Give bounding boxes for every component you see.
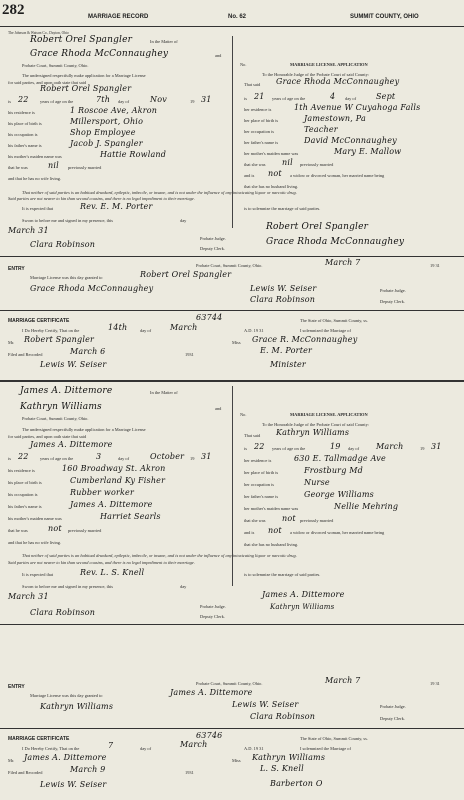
r2-bride-widow: not [268,526,282,535]
r1-groom-occupation: Shop Employee [70,128,136,137]
r1-groom-residence: 1 Roscoe Ave, Akron [70,106,158,115]
r2-cert-rule [0,728,464,729]
r1-clerk-sig: Clara Robinson [30,240,96,249]
r1-cert-day: 14th [108,323,128,332]
form-label: his residence is [8,468,35,473]
form-label: her residence is [244,458,272,463]
form-label: previously married [300,518,334,523]
r1-cert-month: March [170,323,198,332]
r1-entry-date: March 7 [325,258,361,267]
form-label: his father's name is [8,143,42,148]
r1-bride-prev: nil [282,158,293,167]
r2-entry-probate-judge: Probate Judge. [380,704,406,709]
r2-officiant: Rev. L. S. Knell [80,568,145,577]
record-title: MARRIAGE RECORD [88,14,149,20]
r1-groom-name: Robert Orel Spangler [40,84,132,93]
r2-entry-groom: James A. Dittemore [170,688,253,697]
r2-groom-year: 31 [201,452,212,461]
r2-cert-filed: Filed and Recorded [8,770,43,775]
page-number: 282 [2,2,25,18]
r2-cert-mr: Mr. [8,758,15,763]
form-label: his mother's maiden name was [8,154,62,159]
r2-nearer-kin: Said parties are not nearer to kin than second cousins, and there is no legal impediment to their marriage. [8,560,195,565]
form-label: previously married [300,162,334,167]
r1-cert-filed: Filed and Recorded [8,352,43,357]
r2-groom-father: James A. Dittemore [70,500,153,509]
form-label: his residence is [8,110,35,115]
r1-widow-text: a widow or divorced woman, her married name being [290,173,385,178]
r2-cert-number: 63746 [196,731,223,740]
r1-bride-residence: 1th Avenue W Cuyahoga Falls [294,103,421,112]
form-label: previously married [68,528,102,533]
r2-cert-title: Barberton O [270,779,323,788]
r1-cert-groom: Robert Spangler [24,335,95,344]
form-label: is [244,96,247,101]
r2-groom-birthplace: Cumberland Ky Fisher [70,476,166,485]
r1-no-husband: that she has no husband living. [244,184,299,189]
form-label: and is [244,173,255,178]
r1-neither: That neither of said parties is an habitual drunkard, epileptic, imbecile, or insane, and is not under the influence of any intoxicating liquor or narcotic drug. [22,190,297,195]
r2-license-no: No. [240,412,247,417]
r1-cert-miss: Miss [232,340,241,345]
r2-entry-rule [0,624,464,625]
form-label: and is [244,530,255,535]
r2-cert-month: March [180,740,208,749]
r2-groom-mother: Harriet Searls [100,512,161,521]
form-label: that she was [244,518,266,523]
form-label: her place of birth is [244,470,279,475]
r1-entry-deputy: Deputy Clerk. [380,299,405,304]
r1-groom-month: Nov [150,95,167,104]
r2-bride-name: Kathryn Williams [276,428,350,437]
r2-bride-residence: 630 E. Tallmadge Ave [294,454,386,463]
r1-entry-probate-judge: Probate Judge. [380,288,406,293]
r2-sworn: Sworn to before me and signed in my presence, this [22,584,113,589]
r1-cert-officiant: E. M. Porter [260,346,313,355]
r1-bride-mother: Mary E. Mallow [334,147,402,156]
form-label: his place of birth is [8,480,42,485]
r1-probate-judge: Probate Judge. [200,236,226,241]
form-label: her occupation is [244,129,274,134]
r1-groom-year: 31 [201,95,212,104]
form-label: her residence is [244,107,272,112]
r2-bride-father: George Williams [304,490,374,499]
form-label: his father's name is [8,504,42,509]
record-separator [0,380,464,382]
r1-sig-bride: Grace Rhoda McConnaughey [266,237,405,247]
r2-deputy-clerk: Deputy Clerk. [200,614,225,619]
r2-cert-filed-month: March 9 [70,765,106,774]
r1-officiant: Rev. E. M. Porter [80,202,153,211]
r1-no-wife: and that he has no wife living. [8,176,62,181]
r1-bride-month: Sept [376,92,396,101]
form-label: his place of birth is [8,121,42,126]
r2-cert-miss: Miss [232,758,241,763]
r2-groom-month: October [150,452,185,461]
r2-and: and [215,406,222,411]
r1-bride-name: Grace Rhoda McConnaughey [276,77,400,86]
r1-groom-mother: Hattie Rowland [100,150,167,159]
r1-cert-number: 63744 [196,313,223,322]
r2-solemnize: is to solemnize the marriage of said parties. [244,572,321,577]
r2-in-matter: In the Matter of [150,390,178,395]
form-label: that he was [8,528,28,533]
r1-cert-filed-year: 1931 [185,352,194,357]
r1-entry-label: ENTRY [8,266,25,272]
form-label: his mother's maiden name was [8,516,62,521]
form-label: is [8,99,11,104]
r1-undersigned: The undersigned respectfully make application for a Marriage License [22,73,146,78]
r1-upon-oath: for said parties, and upon oath state that said [8,80,87,85]
r2-bride-prev: not [282,514,296,523]
r1-cert-year: A.D. 19 31 [244,328,264,333]
r2-bride-bday: 19 [330,442,341,451]
r1-bride-age: 21 [254,92,265,101]
form-label: years of age on the [40,99,74,104]
r1-license-no: No. [240,62,247,67]
r2-sig-groom: James A. Dittemore [262,590,345,599]
r1-entry-groom: Robert Orel Spangler [140,270,232,279]
r2-entry-court: Probate Court, Summit County, Ohio. [196,681,263,686]
r1-cert-solemnized: I solemnized the Marriage of [300,328,351,333]
form-label: years of age on the [272,96,306,101]
form-label: her father's name is [244,140,279,145]
r2-cert-groom: James A. Dittemore [24,753,107,762]
form-label: her place of birth is [244,118,279,123]
r2-day: day [180,584,187,589]
r2-groom-occupation: Rubber worker [70,488,135,497]
r2-groom-residence: 160 Broadway St. Akron [62,464,166,473]
header-rule [0,26,464,27]
r2-license-heading: MARRIAGE LICENSE. APPLICATION [290,412,368,417]
r1-sworn-date: March 31 [8,226,49,235]
form-label: day of [118,456,130,461]
r1-sig-groom: Robert Orel Spangler [266,222,369,232]
r2-entry-text: Marriage License was this day granted to [30,693,103,698]
form-label: 19 [420,446,425,451]
r1-bride-bday: 4 [330,92,336,101]
r2-sig-bride: Kathryn Williams [270,603,335,611]
r2-entry-clerk: Clara Robinson [250,712,316,721]
form-label: that she was [244,162,266,167]
r1-solemnize: is to solemnize the marriage of said parties. [244,206,321,211]
r1-entry-bride: Grace Rhoda McConnaughey [30,284,154,293]
form-label: his occupation is [8,492,38,497]
r1-that-said: That said [244,82,261,87]
r2-no-husband: that she has no husband living. [244,542,299,547]
r2-upon-oath: for said parties, and upon oath state that said [8,434,87,439]
r2-entry-bride: Kathryn Williams [40,702,114,711]
r2-groom-bday: 3 [96,452,102,461]
r2-entry-judge: Lewis W. Seiser [232,700,299,709]
form-label: his occupation is [8,132,38,137]
r1-bride-father: David McConnaughey [304,136,397,145]
form-label: 19 [190,456,195,461]
r1-cert-mr: Mr. [8,340,15,345]
r2-sworn-date: March 31 [8,592,49,601]
r2-cert-certify: I Do Hereby Certify, That on the [22,746,80,751]
r1-in-matter: In the Matter of [150,39,178,44]
r2-groom-age: 22 [18,452,29,461]
r1-entry-text: Marriage License was this day granted to [30,275,103,280]
r2-cert-judge: Lewis W. Seiser [40,780,107,789]
r1-cert-state: The State of Ohio, Summit County, ss. [300,318,368,323]
r1-app-court: Probate Court, Summit County, Ohio. [22,63,89,68]
form-label: day of [140,746,152,751]
r2-to-judge: To the Honorable Judge of the Probate Court of said County: [262,422,369,427]
form-label: day of [345,96,357,101]
r2-groom-name: James A. Dittemore [30,440,113,449]
r2-entry-label: ENTRY [8,684,25,690]
r2-cert-day: 7 [108,741,114,750]
r1-cert-label: MARRIAGE CERTIFICATE [8,318,70,324]
r2-cert-year: A.D. 19 31 [244,746,264,751]
r1-nearer-kin: Said parties are not nearer to kin than second cousins, and there is no legal impediment to their marriage. [8,196,195,201]
form-label: day of [348,446,360,451]
form-label: day of [140,328,152,333]
r2-bride-birthplace: Frostburg Md [304,466,363,475]
r2-entry-year: 19 31 [430,681,440,686]
r2-clerk-sig: Clara Robinson [30,608,96,617]
county-title: SUMMIT COUNTY, OHIO [350,14,419,20]
r1-app-bride: Grace Rhoda McConnaughey [30,49,169,59]
r2-entry-date: March 7 [325,676,361,685]
r1-app-groom: Robert Orel Spangler [30,35,133,45]
r1-cert-certify: I Do Hereby Certify, That on the [22,328,80,333]
r1-entry-rule [0,256,464,257]
record-no: No. 62 [228,14,247,20]
r1-groom-age: 22 [18,95,29,104]
r2-app-court: Probate Court, Summit County, Ohio. [22,416,89,421]
r2-neither: That neither of said parties is an habitual drunkard, epileptic, imbecile, or insane, and is not under the influence of any intoxicating liquor or narcotic drug. [22,553,297,558]
form-label: that he was [8,165,28,170]
printer-credit: The Johnson & Watson Co., Dayton, Ohio [8,31,69,35]
r1-groom-birthplace: Millersport, Ohio [70,117,144,126]
r2-cert-solemnized: I solemnized the Marriage of [300,746,351,751]
r1-day: day [180,218,187,223]
r2-bride-month: March [376,442,404,451]
r1-cert-bride: Grace R. McConnaughey [252,335,358,344]
r1-bride-birthplace: Jamestown, Pa [304,114,366,123]
form-label: day of [118,99,130,104]
form-label: 19 [190,99,195,104]
r2-cert-bride: Kathryn Williams [252,753,326,762]
r2-cert-label: MARRIAGE CERTIFICATE [8,736,70,742]
form-label: previously married [68,165,102,170]
r1-cert-rule [0,310,464,311]
r1-entry-judge: Lewis W. Seiser [250,284,317,293]
r2-groom-prev: not [48,524,62,533]
r1-bride-occupation: Teacher [304,125,338,134]
r2-probate-judge: Probate Judge. [200,604,226,609]
form-label: her mother's maiden name was [244,151,299,156]
r2-expected: It is expected that [22,572,54,577]
form-label: her father's name is [244,494,279,499]
r2-bride-mother: Nellie Mehring [334,502,399,511]
r2-entry-deputy: Deputy Clerk. [380,716,405,721]
form-label: her mother's maiden name was [244,506,299,511]
form-label: years of age on the [40,456,74,461]
r2-bride-age: 22 [254,442,265,451]
form-label: is [244,446,247,451]
r2-widow-text: a widow or divorced woman, her married name being [290,530,385,535]
r1-cert-judge: Lewis W. Seiser [40,360,107,369]
r1-groom-bday: 7th [96,95,111,104]
form-label: her occupation is [244,482,274,487]
r2-bride-occupation: Nurse [304,478,330,487]
r1-to-judge: To the Honorable Judge of the Probate Court of said County: [262,72,369,77]
r2-cert-officiant: L. S. Knell [260,764,304,773]
r2-no-wife: and that he has no wife living. [8,540,62,545]
r1-groom-prev: nil [48,161,59,170]
r1-sworn: Sworn to before me and signed in my presence, this [22,218,113,223]
form-label: is [8,456,11,461]
r1-cert-filed-month: March 6 [70,347,106,356]
r1-entry-clerk: Clara Robinson [250,295,316,304]
r1-and: and [215,53,222,58]
r1-entry-court: Probate Court, Summit County, Ohio. [196,263,263,268]
form-label: years of age on the [272,446,306,451]
r1-entry-year: 19 31 [430,263,440,268]
center-divider-1 [232,36,233,228]
r2-that-said: That said [244,433,261,438]
r2-app-groom: James A. Dittemore [20,386,113,396]
r2-cert-state: The State of Ohio, Summit County, ss. [300,736,368,741]
r1-groom-father: Jacob J. Spangler [70,139,143,148]
r1-cert-title: Minister [270,360,306,369]
r1-bride-widow: not [268,169,282,178]
r1-deputy-clerk: Deputy Clerk. [200,246,225,251]
r2-undersigned: The undersigned respectfully make application for a Marriage License [22,427,146,432]
r1-license-heading: MARRIAGE LICENSE. APPLICATION [290,62,368,67]
r2-bride-year: 31 [431,442,442,451]
r2-app-bride: Kathryn Williams [20,402,102,412]
r2-cert-filed-year: 1931 [185,770,194,775]
r1-expected: It is expected that [22,206,54,211]
